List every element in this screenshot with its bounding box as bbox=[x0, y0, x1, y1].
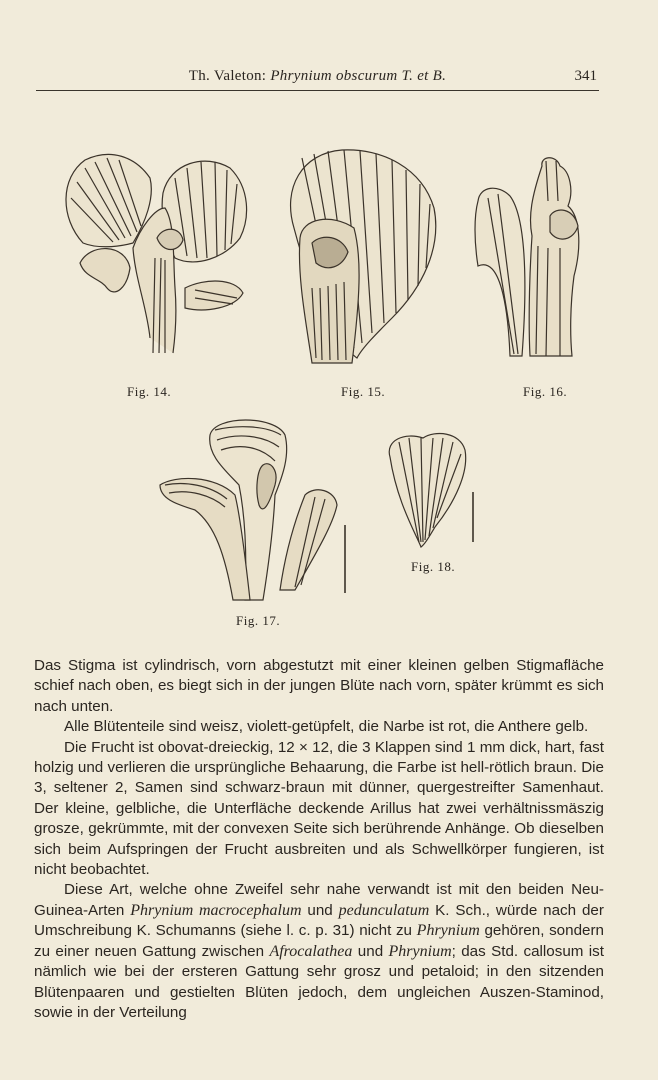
genus-name: Afrocalathea bbox=[269, 942, 353, 960]
running-header bbox=[36, 66, 599, 91]
text-segment: ; das Std. callosum ist nämlich wie bei der ersteren Gattung sehr grosz und petaloid; in den sitzenden Blütenpaaren und gestielten Blüten jedoch, dem ungleichen Auszen-Staminod, sowie in der Verteilung bbox=[34, 942, 604, 1021]
figure-17-caption: Fig. 17. bbox=[236, 613, 281, 628]
figure-15-drawing bbox=[282, 148, 442, 373]
figure-18-caption: Fig. 18. bbox=[411, 559, 456, 574]
text-segment: und bbox=[307, 901, 333, 919]
body-text bbox=[34, 656, 604, 1023]
text-segment: K. Sch., würde nach der Umschreibung K. Schumanns (siehe l. c. p. 31) nicht zu bbox=[34, 901, 604, 940]
figure-18-drawing bbox=[385, 432, 480, 552]
header-title bbox=[36, 68, 599, 85]
paragraph-relationship bbox=[34, 880, 604, 1023]
genus-name: Phrynium bbox=[388, 942, 452, 960]
text-segment: gehören, sondern zu einer neuen Gattung zwischen bbox=[34, 922, 604, 960]
species-name: Phrynium macrocephalum bbox=[130, 901, 302, 919]
page-number: 341 bbox=[574, 68, 597, 84]
figure-17-drawing bbox=[155, 415, 355, 605]
genus-name: Phrynium bbox=[416, 922, 480, 940]
paragraph-colors: Alle Blütenteile sind weisz, violett-getüpfelt, die Narbe ist rot, die Anthere gelb. bbox=[64, 718, 589, 736]
paragraph-stigma: Das Stigma ist cylindrisch, vorn abgestutzt mit einer kleinen gelben Stigmafläche schief nach oben, es biegt sich in der jungen Blüte nach vorn, später krümmt es sich nach unten. bbox=[34, 657, 604, 715]
figure-16-caption: Fig. 16. bbox=[523, 384, 568, 399]
figure-15-caption: Fig. 15. bbox=[341, 384, 386, 399]
text-segment: Diese Art, welche ohne Zweifel sehr nahe verwandt ist mit den beiden Neu-Guinea-Arten bbox=[34, 881, 604, 919]
species-name: pedunculatum bbox=[338, 901, 430, 919]
text-segment: und bbox=[357, 942, 384, 960]
paragraph-fruit: Die Frucht ist obovat-dreieckig, 12 × 12, die 3 Klappen sind 1 mm dick, hart, fast holzig und verlieren die ursprüngliche Behaarung, die Farbe ist hell-rötlich braun. Die 3, seltener 2, Samen sind schwarz-braun mit dünner, quergestreifter Samenhaut. Der kleine, gelbliche, die Unterfläche deckende Arillus hat zwei verhältnissmäszig grosze, gekrümmte, mit der convexen Seite sich berührende Anhänge. Ob dieselben sich beim Aufspringen der Frucht ausbreiten und als Schwellkörper fungieren, ist nicht beobachtet. bbox=[34, 738, 604, 879]
figure-16-drawing bbox=[470, 156, 590, 366]
header-author: Th. Valeton: bbox=[188, 68, 267, 84]
figure-14-caption: Fig. 14. bbox=[127, 384, 172, 399]
header-species: Phrynium obscurum T. et B. bbox=[270, 68, 447, 84]
figure-14-drawing bbox=[55, 148, 255, 363]
